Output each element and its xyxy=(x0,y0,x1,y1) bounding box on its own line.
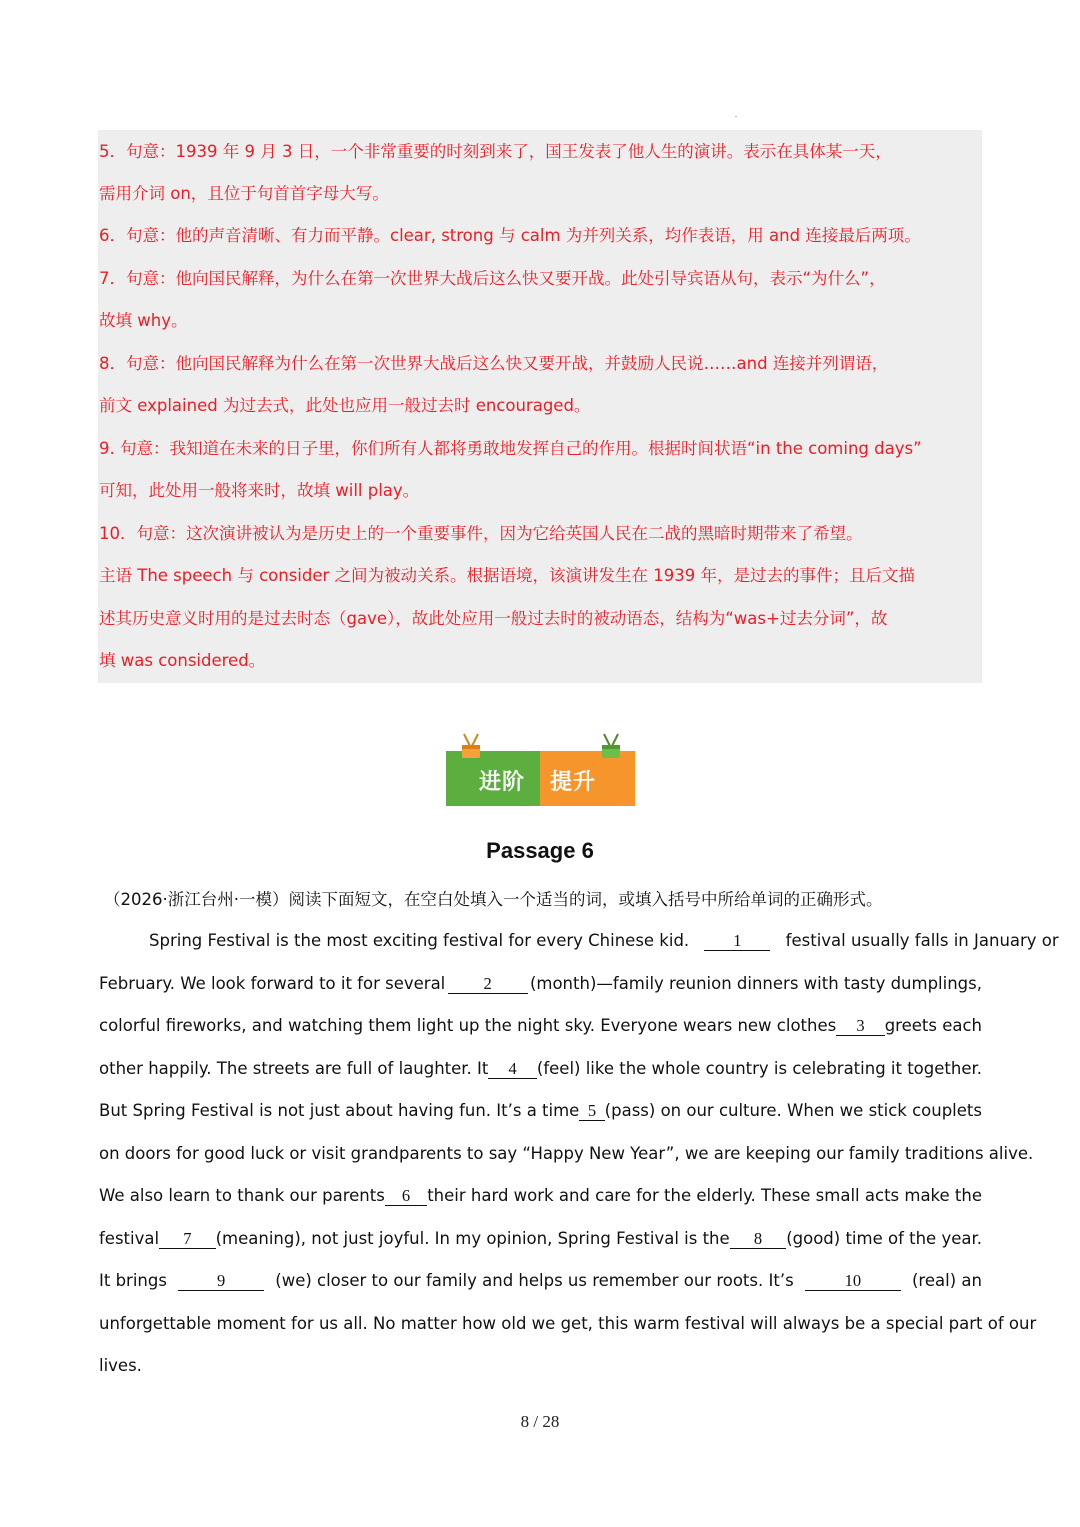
passage-title: Passage 6 xyxy=(486,838,594,863)
binder-clip-icon xyxy=(456,730,486,760)
explanation-line: 可知，此处用一般将来时，故填 will play。 xyxy=(99,481,420,500)
passage-instructions: （2026·浙江台州·一模）阅读下面短文，在空白处填入一个适当的词，或填入括号中所给单词的正确形式。 xyxy=(104,890,883,909)
passage-line: colorful fireworks, and watching them light up the night sky. Everyone wears new clothes 3 greets each xyxy=(99,1016,982,1035)
passage-line: unforgettable moment for us all. No matter how old we get, this warm festival will always be a special part of our xyxy=(99,1314,1037,1333)
explanation-line: 主语 The speech 与 consider 之间为被动关系。根据语境，该演讲发生在 1939 年，是过去的事件；且后文描 xyxy=(99,566,916,585)
explanation-line: 需用介词 on，且位于句首首字母大写。 xyxy=(99,184,389,203)
page-number: 8 / 28 xyxy=(520,1412,560,1431)
answer-blank[interactable]: 10 xyxy=(805,1272,901,1291)
explanation-line: 6．句意：他的声音清晰、有力而平静。clear, strong 与 calm 为并列关系，均作表语，用 and 连接最后两项。 xyxy=(99,226,921,245)
passage-line: February. We look forward to it for several 2 (month)—family reunion dinners with tasty dumplings, xyxy=(99,974,982,993)
answer-blank[interactable]: 9 xyxy=(178,1272,264,1291)
explanation-line: 9. 句意：我知道在未来的日子里，你们所有人都将勇敢地发挥自己的作用。根据时间状语“in the coming days” xyxy=(99,439,922,458)
answer-blank[interactable]: 8 xyxy=(730,1230,787,1249)
answer-blank[interactable]: 3 xyxy=(836,1017,884,1036)
passage-line: festival 7 (meaning), not just joyful. In my opinion, Spring Festival is the 8 (good) time of the year. xyxy=(99,1229,982,1248)
binder-clip-icon xyxy=(596,730,626,760)
explanation-line: 前文 explained 为过去式，此处也应用一般过去时 encouraged。 xyxy=(99,396,591,415)
explanation-line: 述其历史意义时用的是过去时态（gave），故此处应用一般过去时的被动语态，结构为“was+过去分词”，故 xyxy=(99,609,888,628)
answer-blank[interactable]: 2 xyxy=(448,975,528,994)
passage-line: other happily. The streets are full of laughter. It 4 (feel) like the whole country is celebrating it together. xyxy=(99,1059,982,1078)
passage-line: Spring Festival is the most exciting festival for every Chinese kid. 1 festival usually falls in January or xyxy=(149,931,1059,950)
answer-blank[interactable]: 1 xyxy=(704,932,770,951)
answer-blank[interactable]: 6 xyxy=(385,1187,427,1206)
section-badge xyxy=(446,730,635,806)
passage-line: It brings 9 (we) closer to our family and helps us remember our roots. It’s 10 (real) an xyxy=(99,1271,982,1290)
explanation-line: 8．句意：他向国民解释为什么在第一次世界大战后这么快又要开战，并鼓励人民说……and 连接并列谓语， xyxy=(99,354,889,373)
explanation-line: 填 was considered。 xyxy=(99,651,266,670)
passage-line: lives. xyxy=(99,1356,142,1375)
passage-line: But Spring Festival is not just about having fun. It’s a time 5 (pass) on our culture. When we stick couplets xyxy=(99,1101,982,1120)
page-mark xyxy=(735,116,737,117)
passage-line: We also learn to thank our parents 6 their hard work and care for the elderly. These small acts make the xyxy=(99,1186,982,1205)
answer-blank[interactable]: 4 xyxy=(488,1060,537,1079)
badge-label-improve: 提升 xyxy=(550,770,597,795)
explanation-line: 7．句意：他向国民解释，为什么在第一次世界大战后这么快又要开战。此处引导宾语从句，表示“为什么”， xyxy=(99,269,886,288)
explanation-line: 5．句意：1939 年 9 月 3 日，一个非常重要的时刻到来了，国王发表了他人生的演讲。表示在具体某一天， xyxy=(99,142,892,161)
answer-blank[interactable]: 7 xyxy=(159,1230,216,1249)
answer-blank[interactable]: 5 xyxy=(579,1102,604,1121)
badge-label-advanced: 进阶 xyxy=(479,770,526,795)
passage-line: on doors for good luck or visit grandparents to say “Happy New Year”, we are keeping our family traditions alive. xyxy=(99,1144,1034,1163)
explanation-line: 故填 why。 xyxy=(99,311,188,330)
explanation-line: 10．句意：这次演讲被认为是历史上的一个重要事件，因为它给英国人民在二战的黑暗时期带来了希望。 xyxy=(99,524,863,543)
